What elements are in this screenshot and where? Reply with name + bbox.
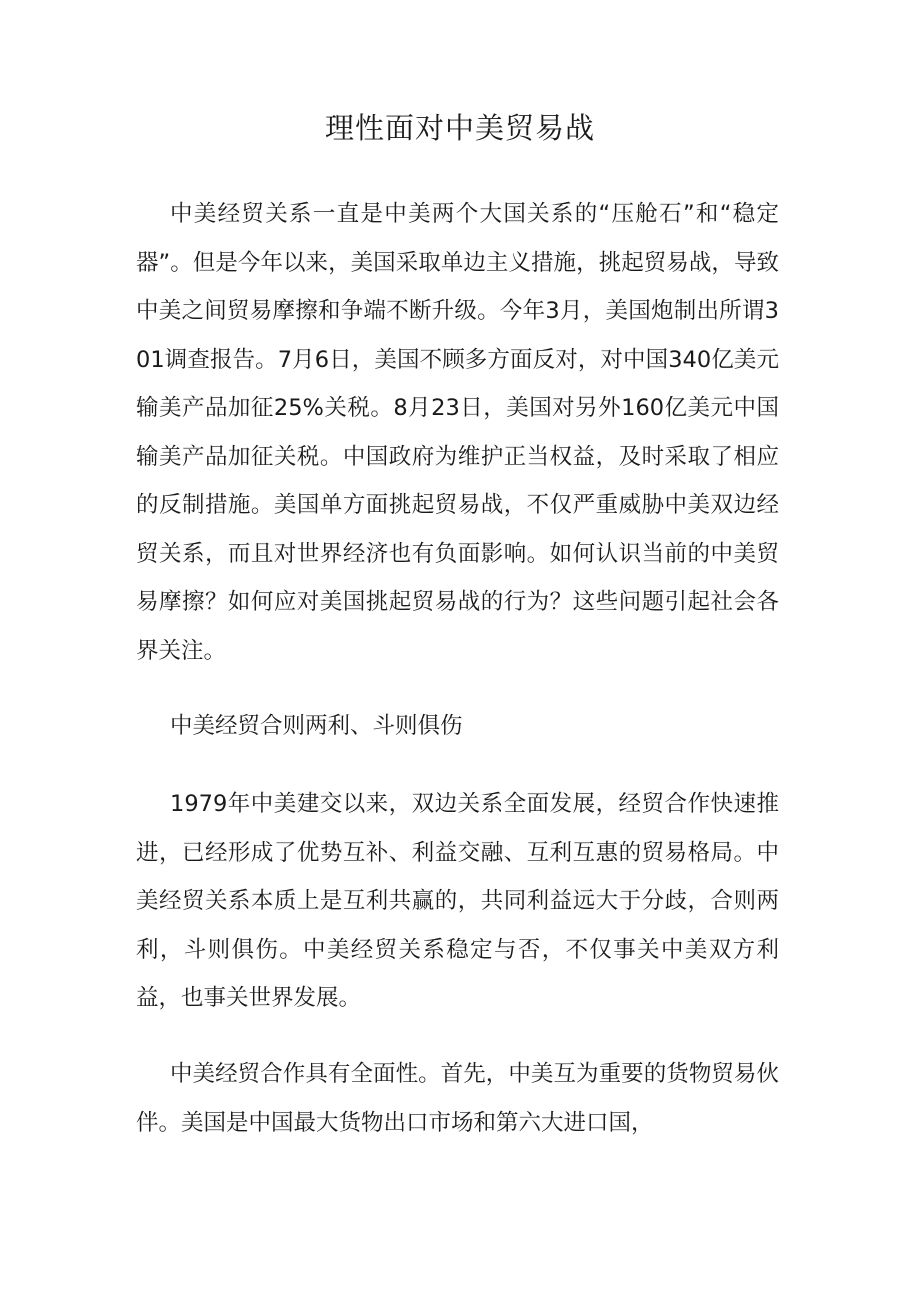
section-heading: 中美经贸合则两利、斗则俱伤: [170, 713, 463, 739]
document-title: 理性面对中美贸易战: [324, 111, 595, 145]
paragraph-history: 1979年中美建交以来，双边关系全面发展，经贸合作快速推进，已经形成了优势互补、利益交融、互利互惠的贸易格局。中美经贸关系本质上是互利共赢的，共同利益远大于分歧，合则两利，斗则俱伤。中美经贸关系稳定与否，不仅事关中美双方利益，也事关世界发展。: [136, 791, 779, 1011]
paragraph-cooperation: 中美经贸合作具有全面性。首先，中美互为重要的货物贸易伙伴。美国是中国最大货物出口市场和第六大进口国，: [136, 1061, 779, 1136]
paragraph-intro: 中美经贸关系一直是中美两个大国关系的“压舱石”和“稳定器”。但是今年以来，美国采取单边主义措施，挑起贸易战，导致中美之间贸易摩擦和争端不断升级。今年3月，美国炮制出所谓301调查报告。7月6日，美国不顾多方面反对，对中国340亿美元输美产品加征25%关税。8月23日，美国对另外160亿美元中国输美产品加征关税。中国政府为维护正当权益，及时采取了相应的反制措施。美国单方面挑起贸易战，不仅严重威胁中美双边经贸关系，而且对世界经济也有负面影响。如何认识当前的中美贸易摩擦？如何应对美国挑起贸易战的行为？这些问题引起社会各界关注。: [136, 201, 779, 664]
